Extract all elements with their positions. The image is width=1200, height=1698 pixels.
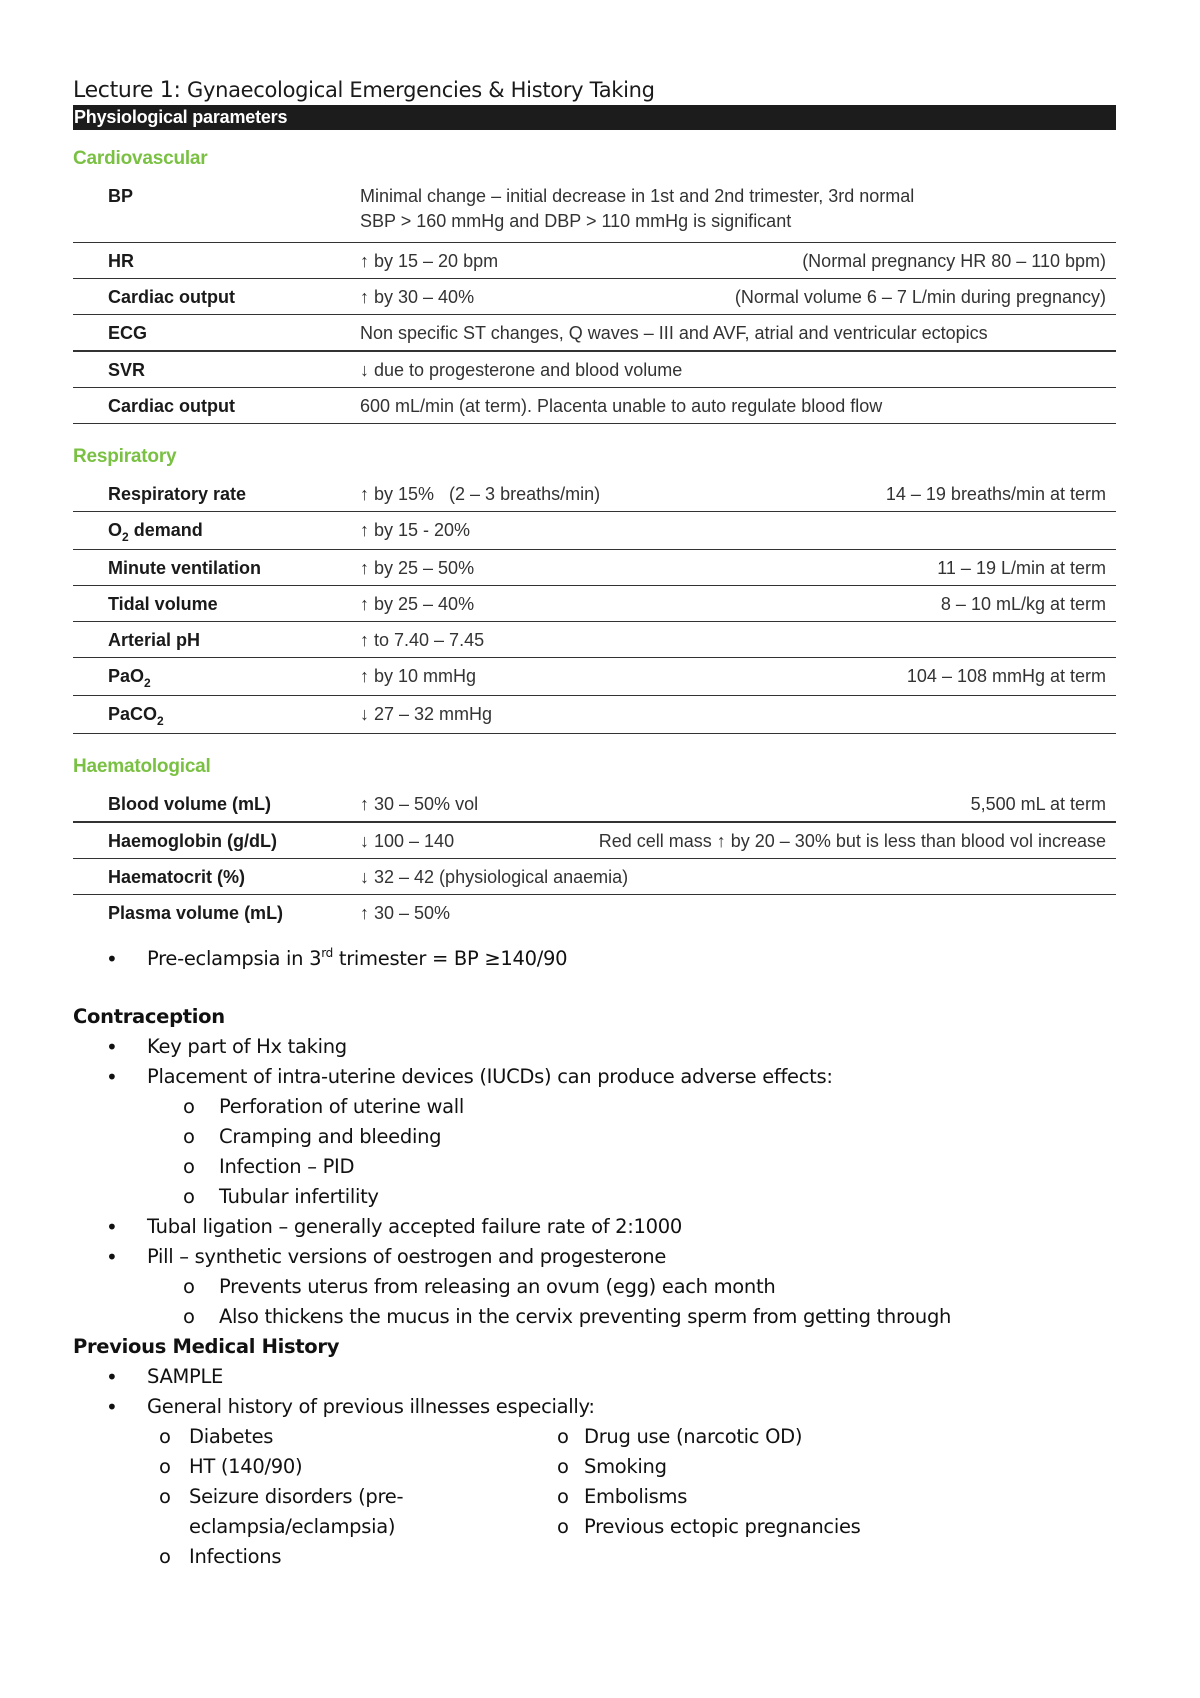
list-item (73, 944, 1116, 976)
row-value-line2: SBP > 160 mmHg and DBP > 110 mmHg is significant (360, 211, 792, 231)
table-row (73, 823, 1116, 859)
list-item: • General history of previous illnesses especially: (73, 1392, 1116, 1422)
page-title (73, 76, 1116, 105)
pmh-heading: Previous Medical History (73, 1335, 340, 1358)
row-note: 11 – 19 L/min at term (937, 558, 1106, 578)
pmh-list (73, 1362, 1116, 1422)
lecture-number: Lecture 1: (73, 78, 181, 103)
row-label: HR (108, 251, 134, 271)
table-row (73, 859, 1116, 895)
row-label: Tidal volume (108, 594, 218, 614)
row-value: ↓ 32 – 42 (physiological anaemia) (360, 867, 629, 887)
table-row (73, 512, 1116, 550)
row-value: ↓ 27 – 32 mmHg (360, 704, 493, 724)
sub-list-item: o Infection – PID (73, 1152, 1116, 1182)
sub-list-item: o Previous ectopic pregnancies (545, 1512, 861, 1542)
table-row (73, 279, 1116, 315)
sub-list-item: o HT (140/90) (73, 1452, 545, 1482)
haematological-heading: Haematological (73, 756, 211, 777)
pmh-right-column (545, 1422, 861, 1572)
cardiovascular-heading: Cardiovascular (73, 148, 208, 169)
row-value: ↑ by 10 mmHg (360, 666, 477, 686)
row-label: Respiratory rate (108, 484, 247, 504)
row-label: BP (108, 186, 134, 206)
sub-list-item: o Cramping and bleeding (73, 1122, 1116, 1152)
list-item: • Pill – synthetic versions of oestrogen and progesterone (73, 1242, 1116, 1272)
contraception-heading: Contraception (73, 1005, 225, 1028)
row-label-main: PaCO (108, 704, 158, 724)
row-value: ↑ by 15% (2 – 3 breaths/min) (360, 484, 601, 504)
lecture-topic: Gynaecological Emergencies & History Taking (186, 78, 655, 102)
sub-list-item: o Tubular infertility (73, 1182, 1116, 1212)
pre-eclampsia-superscript: rd (321, 946, 333, 960)
row-label: Plasma volume (mL) (108, 903, 284, 923)
row-label (73, 702, 360, 729)
list-item: • SAMPLE (73, 1362, 1116, 1392)
table-row (73, 550, 1116, 586)
row-value: ↑ 30 – 50% (360, 903, 451, 923)
row-note: (Normal volume 6 – 7 L/min during pregnancy) (734, 287, 1106, 307)
row-note: (Normal pregnancy HR 80 – 110 bpm) (802, 251, 1106, 271)
row-label-subscript: 2 (122, 530, 129, 544)
sub-list-item: o Embolisms (545, 1482, 861, 1512)
row-label-main: PaO (108, 666, 145, 686)
row-note: 5,500 mL at term (970, 794, 1106, 814)
section-banner: Physiological parameters (73, 105, 1116, 130)
row-label: Cardiac output (108, 287, 236, 307)
pre-eclampsia-tail: trimester = BP ≥140/90 (332, 947, 568, 970)
row-label: Blood volume (mL) (108, 794, 271, 814)
row-label-main: O (108, 520, 123, 540)
row-note: 104 – 108 mmHg at term (906, 666, 1106, 686)
document-page (73, 76, 1116, 1572)
contraception-list (73, 1032, 1116, 1332)
notes-body (73, 944, 1116, 1572)
table-row (73, 696, 1116, 734)
row-value: ↑ by 15 – 20 bpm (360, 251, 499, 271)
pre-eclampsia-text: Pre-eclampsia in 3 (147, 947, 322, 970)
row-note: 8 – 10 mL/kg at term (940, 594, 1106, 614)
pmh-left-column (73, 1422, 545, 1572)
list-item: • Placement of intra-uterine devices (IUCDs) can produce adverse effects: (73, 1062, 1116, 1092)
sub-list-item: o Also thickens the mucus in the cervix preventing sperm from getting through (73, 1302, 1116, 1332)
sub-list-item: o Diabetes (73, 1422, 545, 1452)
pre-eclampsia-list (73, 944, 1116, 976)
row-label: SVR (108, 360, 146, 380)
sub-list-item: o Smoking (545, 1452, 861, 1482)
haematological-table (73, 786, 1116, 930)
row-label: Minute ventilation (108, 558, 261, 578)
row-value: ↑ by 25 – 50% (360, 558, 475, 578)
sub-list-item: o Seizure disorders (pre- (73, 1482, 545, 1512)
row-label: Haemoglobin (g/dL) (108, 831, 277, 851)
row-label-tail: demand (128, 520, 203, 540)
row-value: ↑ by 25 – 40% (360, 594, 475, 614)
row-label: Haematocrit (%) (108, 867, 246, 887)
table-row (73, 786, 1116, 823)
row-label (73, 664, 360, 691)
table-row (73, 895, 1116, 930)
row-label-subscript: 2 (157, 714, 164, 728)
cardiovascular-table (73, 178, 1116, 424)
table-row (73, 178, 1116, 243)
row-label (73, 518, 360, 545)
table-row (73, 388, 1116, 424)
sub-list-item: o Infections (73, 1542, 545, 1572)
respiratory-table (73, 476, 1116, 734)
sub-list-item: o Perforation of uterine wall (73, 1092, 1116, 1122)
row-value: 600 mL/min (at term). Placenta unable to auto regulate blood flow (360, 396, 883, 416)
respiratory-heading: Respiratory (73, 446, 177, 467)
row-value: ↑ by 15 - 20% (360, 520, 471, 540)
table-row (73, 352, 1116, 388)
pmh-columns (73, 1422, 1116, 1572)
table-row (73, 243, 1116, 279)
row-note: Red cell mass ↑ by 20 – 30% but is less than blood vol increase (598, 831, 1106, 851)
row-value: ↑ 30 – 50% vol (360, 794, 479, 814)
sub-list-item-continuation: eclampsia/eclampsia) (189, 1515, 396, 1538)
row-value: ↑ to 7.40 – 7.45 (360, 630, 485, 650)
sub-list-item: o Drug use (narcotic OD) (545, 1422, 861, 1452)
table-row (73, 315, 1116, 352)
table-row (73, 658, 1116, 696)
list-item: • Tubal ligation – generally accepted failure rate of 2:1000 (73, 1212, 1116, 1242)
row-value-line1: Minimal change – initial decrease in 1st and 2nd trimester, 3rd normal (360, 186, 915, 206)
row-label-subscript: 2 (144, 676, 151, 690)
row-value: Non specific ST changes, Q waves – III and AVF, atrial and ventricular ectopics (360, 323, 988, 343)
row-label: Arterial pH (108, 630, 201, 650)
row-label: ECG (108, 323, 148, 343)
list-item: • Key part of Hx taking (73, 1032, 1116, 1062)
sub-list-item: o Prevents uterus from releasing an ovum (egg) each month (73, 1272, 1116, 1302)
row-note: 14 – 19 breaths/min at term (885, 484, 1106, 504)
row-value: ↑ by 30 – 40% (360, 287, 475, 307)
row-value (360, 184, 1106, 234)
row-label: Cardiac output (108, 396, 236, 416)
row-value: ↓ 100 – 140 (360, 831, 455, 851)
table-row (73, 586, 1116, 622)
table-row (73, 622, 1116, 658)
table-row (73, 476, 1116, 512)
row-value: ↓ due to progesterone and blood volume (360, 360, 683, 380)
